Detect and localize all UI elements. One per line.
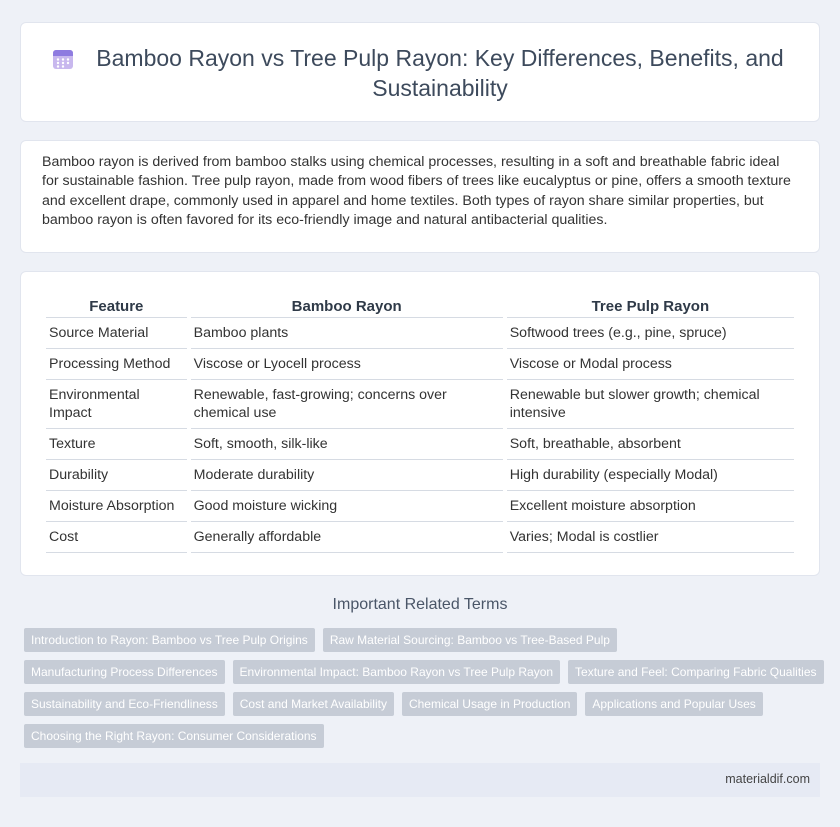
table-header-row [46, 296, 794, 318]
table-row [46, 318, 794, 349]
column-header-feature: Feature [46, 296, 187, 318]
related-term-tag[interactable]: Environmental Impact: Bamboo Rayon vs Tree Pulp Rayon [233, 660, 561, 684]
footer [20, 763, 820, 797]
table-row [46, 460, 794, 491]
bamboo-cell: Moderate durability [191, 460, 503, 491]
related-term-tag[interactable]: Introduction to Rayon: Bamboo vs Tree Pulp Origins [24, 628, 315, 652]
bamboo-cell: Soft, smooth, silk-like [191, 429, 503, 460]
bamboo-cell: Generally affordable [191, 522, 503, 553]
bamboo-cell: Good moisture wicking [191, 491, 503, 522]
tree-pulp-cell: Varies; Modal is costlier [507, 522, 794, 553]
feature-cell: Processing Method [46, 349, 187, 380]
tree-pulp-cell: Excellent moisture absorption [507, 491, 794, 522]
intro-card [20, 140, 820, 253]
feature-cell: Moisture Absorption [46, 491, 187, 522]
table-row [46, 522, 794, 553]
footer-site-link[interactable]: materialdif.com [725, 772, 810, 786]
column-header-tree-pulp-rayon: Tree Pulp Rayon [507, 296, 794, 318]
intro-paragraph: Bamboo rayon is derived from bamboo stalks using chemical processes, resulting in a soft and breathable fabric ideal for sustainable fashion. Tree pulp rayon, made from wood fibers of trees like eucalyptus or pine, offers a smooth texture and excellent drape, commonly used in apparel and home textiles. Both types of rayon share similar properties, but bamboo rayon is often favored for its eco-friendly image and natural antibacterial qualities. [42, 154, 791, 228]
related-term-tag[interactable]: Applications and Popular Uses [585, 692, 762, 716]
page-title: Bamboo Rayon vs Tree Pulp Rayon: Key Differences, Benefits, and Sustainability [96, 45, 784, 101]
title-card [20, 22, 820, 122]
tree-pulp-cell: Renewable but slower growth; chemical intensive [507, 380, 794, 429]
feature-cell: Texture [46, 429, 187, 460]
comparison-table-card [20, 271, 820, 576]
feature-cell: Source Material [46, 318, 187, 349]
table-row [46, 491, 794, 522]
bamboo-cell: Bamboo plants [191, 318, 503, 349]
related-term-tag[interactable]: Manufacturing Process Differences [24, 660, 225, 684]
feature-cell: Durability [46, 460, 187, 491]
related-term-tag[interactable]: Choosing the Right Rayon: Consumer Considerations [24, 724, 324, 748]
tree-pulp-cell: High durability (especially Modal) [507, 460, 794, 491]
related-term-tag[interactable]: Raw Material Sourcing: Bamboo vs Tree-Based Pulp [323, 628, 617, 652]
related-term-tag[interactable]: Chemical Usage in Production [402, 692, 577, 716]
table-row [46, 380, 794, 429]
column-header-bamboo-rayon: Bamboo Rayon [191, 296, 503, 318]
bamboo-cell: Renewable, fast-growing; concerns over chemical use [191, 380, 503, 429]
feature-cell: Environmental Impact [46, 380, 187, 429]
tree-pulp-cell: Viscose or Modal process [507, 349, 794, 380]
tree-pulp-cell: Soft, breathable, absorbent [507, 429, 794, 460]
bamboo-cell: Viscose or Lyocell process [191, 349, 503, 380]
table-row [46, 349, 794, 380]
related-terms-list [24, 628, 824, 756]
comparison-table [42, 296, 798, 553]
related-term-tag[interactable]: Sustainability and Eco-Friendliness [24, 692, 225, 716]
feature-cell: Cost [46, 522, 187, 553]
related-terms-heading: Important Related Terms [332, 596, 508, 613]
tree-pulp-cell: Softwood trees (e.g., pine, spruce) [507, 318, 794, 349]
related-term-tag[interactable]: Texture and Feel: Comparing Fabric Qualities [568, 660, 823, 684]
related-term-tag[interactable]: Cost and Market Availability [233, 692, 394, 716]
table-row [46, 429, 794, 460]
